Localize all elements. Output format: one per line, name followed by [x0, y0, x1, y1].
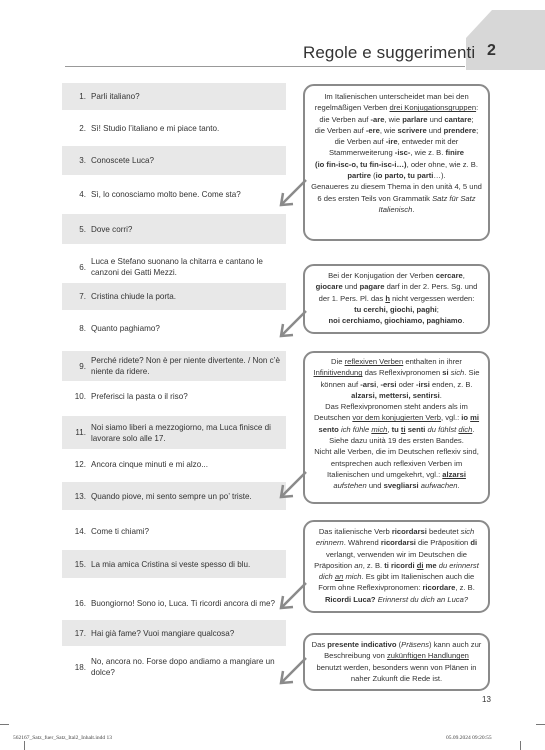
row-text: Buongiorno! Sono io, Luca. Ti ricordi ancora di me? [91, 598, 276, 608]
chapter-tab-corner [466, 10, 492, 38]
note-text: tu [391, 424, 399, 434]
sentence-row [62, 482, 286, 510]
note-text: und [342, 282, 360, 292]
note-text: sich [450, 368, 465, 378]
note-text: …). [433, 171, 446, 181]
note-text: , entweder mit der Stammerweiterung [328, 137, 459, 158]
note-text: Satz für Satz Italienisch [378, 193, 476, 214]
note-text: -ire [385, 137, 398, 147]
note-text: ( [370, 171, 376, 181]
note-text: dich [458, 424, 473, 434]
note-text: io [461, 413, 469, 423]
note-text: me [425, 560, 437, 570]
note-text: an [334, 572, 344, 582]
title-rule [65, 66, 465, 67]
row-text: Preferisci la pasta o il riso? [91, 392, 188, 401]
sentence-row [62, 651, 286, 683]
row-number: 12. [74, 460, 86, 469]
sentence-row [62, 351, 286, 381]
row-text: Conoscete Luca? [91, 156, 154, 165]
note-text: die Verben auf [334, 137, 386, 147]
note-text: giocare [315, 282, 343, 292]
note-text: finire [445, 148, 465, 158]
note-text: Nicht alle Verben, die im Deutschen reflexiv sind, entsprechen auch reflexiven Verben im Italienischen und umgekehrt, vgl.: [314, 447, 479, 479]
note-text: aufstehen [333, 481, 367, 491]
footer-file-name: 562167_Satz_fuer_Satz_Ital2_Inhalt.indd 13 [13, 735, 112, 741]
note-text: mich [371, 424, 388, 434]
row-number: 6. [79, 262, 86, 272]
sentence-row [62, 83, 286, 110]
page-title: Regole e suggerimenti [303, 43, 476, 62]
row-number: 18. [74, 662, 86, 672]
note-text: enden, z. B. [429, 379, 473, 389]
note-text: ti ricordi [384, 560, 415, 570]
note-text: Präsens [401, 640, 429, 649]
sentence-row [62, 214, 286, 244]
row-number: 3. [79, 156, 86, 165]
note-text: bedeutet [426, 527, 461, 536]
note-text: darf in der 2. Pers. Sg. und der 1. Pers. Pl. das [318, 282, 478, 303]
crop-mark [0, 724, 9, 725]
note-text: sich erinnern [315, 527, 475, 548]
note-text: , wie z. B. [410, 148, 446, 158]
note-text: ; [471, 114, 474, 124]
note-text: die Verben auf [319, 114, 371, 124]
note-text: alzarsi, mettersi, sentirsi [351, 390, 440, 400]
note-text: ( [396, 640, 402, 649]
sentence-row [62, 283, 286, 310]
row-text: La mia amica Cristina si veste spesso di blu. [91, 559, 251, 569]
note-text: svegliarsi [383, 481, 419, 491]
note-text: . [457, 481, 460, 491]
row-text: No, ancora no. Forse dopo andiamo a mangiare un dolce? [91, 657, 275, 677]
row-text: Noi siamo liberi a mezzogiorno, ma Luca finisce di lavorare solo alle 17. [91, 422, 271, 443]
row-text: Ancora cinque minuti e mi alzo... [91, 460, 208, 469]
row-text: Dove corri? [91, 224, 133, 234]
row-number: 5. [79, 224, 86, 234]
row-number: 14. [74, 526, 86, 536]
note-text: mich [345, 572, 362, 582]
note-text: vor dem konjugierten Verb [352, 413, 442, 423]
sentence-row [62, 146, 286, 175]
note-text: partire [347, 171, 371, 181]
note-text: und [366, 481, 384, 491]
row-number: 9. [79, 361, 86, 371]
row-number: 16. [74, 598, 86, 608]
note-text: noi cerchiamo, giochiamo, paghiamo [328, 316, 463, 326]
note-box-reflexive-verbs [303, 351, 490, 504]
row-text: Come ti chiami? [91, 526, 150, 536]
note-text: Im Italienischen unterscheidet man bei den regelmäßigen Verben [314, 92, 469, 113]
note-text: enthalten in ihrer [403, 357, 462, 366]
note-text: Bei der Konjugation der Verben [328, 271, 436, 280]
note-text: -arsi [360, 379, 377, 389]
row-text: Quanto paghiamo? [91, 323, 160, 333]
note-text: du erinnerst dich [318, 560, 479, 582]
note-text: ) kann auch zur Beschreibung von [324, 640, 482, 661]
note-text: io parto, tu parti [375, 171, 434, 181]
note-text: reflexiven Verben [344, 357, 404, 366]
row-number: 11. [75, 428, 86, 437]
row-number: 4. [79, 189, 86, 199]
sentence-row [62, 113, 286, 143]
note-text: Siehe dazu unità 19 des ersten Bandes. [329, 436, 464, 446]
note-text: und [427, 114, 445, 124]
note-text: ricordare [422, 583, 456, 593]
row-number: 10. [74, 392, 86, 401]
row-text: Hai già fame? Vuoi mangiare qualcosa? [91, 628, 235, 638]
note-text: die Präposition [415, 538, 471, 548]
note-text: ; [436, 304, 439, 314]
note-text: . [412, 204, 415, 214]
note-text: Infinitivendung [313, 368, 363, 378]
sentence-row [62, 620, 286, 646]
row-text: Quando piove, mi sento sempre un po’ triste. [91, 491, 252, 501]
note-text: (io fin-isc-o, tu fin-isc-i…) [315, 159, 407, 169]
note-text: , vgl.: [441, 413, 462, 423]
note-text: ich fühle [340, 424, 372, 434]
note-text: Das italienische Verb [318, 527, 392, 536]
note-text: . Sie können auf [320, 368, 480, 389]
note-text: prendere [443, 125, 477, 135]
sentence-row [62, 179, 286, 209]
note-text: ricordarsi [380, 538, 416, 548]
sentence-row [62, 451, 286, 478]
note-box-cercare-pagare [303, 264, 490, 334]
note-text: oder [396, 379, 416, 389]
note-text: Erinnerst du dich an Luca? [377, 594, 469, 604]
sentence-row [62, 383, 286, 410]
row-text: Parli italiano? [91, 92, 140, 101]
row-number: 13. [74, 491, 86, 501]
crop-mark [536, 724, 545, 725]
note-text: di [470, 538, 478, 548]
row-number: 15. [74, 559, 86, 569]
note-text: aufwachen [420, 481, 458, 491]
note-text: drei Konjugationsgruppen [389, 103, 477, 113]
sentence-row [62, 550, 286, 578]
note-text: das Reflexivpronomen [362, 368, 443, 378]
note-text: scrivere [397, 125, 427, 135]
note-text: -ere [365, 125, 380, 135]
note-text: Ricordi Luca? [324, 594, 376, 604]
note-text: zukünftigen Handlungen [386, 651, 469, 661]
note-text: . [472, 424, 475, 434]
row-number: 2. [79, 123, 86, 133]
row-number: 8. [79, 323, 86, 333]
note-text: mi [470, 413, 480, 423]
note-text: . Während [343, 538, 381, 548]
sentence-row [62, 416, 286, 449]
note-text: . Es gibt im Italienischen auch die Form ohne Reflexivpronomen: [318, 572, 475, 593]
note-text: -isc- [394, 148, 411, 158]
note-text: ricordarsi [391, 527, 427, 536]
row-number: 17. [74, 628, 86, 638]
note-text: tu cerchi, giochi, paghi [354, 304, 437, 314]
note-text: pagare [359, 282, 385, 292]
sentence-row [62, 253, 286, 281]
row-text: Cristina chiude la porta. [91, 292, 177, 301]
note-text: , z. B. [455, 583, 475, 593]
footer-timestamp: 05.09.2024 09:20:55 [446, 735, 492, 741]
note-text: senti [407, 424, 426, 434]
note-text: du fühlst [427, 424, 459, 434]
page-number: 13 [482, 695, 491, 704]
note-text: cercare [435, 271, 463, 280]
crop-mark [520, 741, 521, 750]
row-number: 7. [79, 292, 86, 301]
note-text: -irsi [415, 379, 430, 389]
note-text: und [426, 125, 444, 135]
note-text: cantare [444, 114, 472, 124]
note-box-presente [303, 633, 490, 691]
note-text: die Verben auf [314, 125, 366, 135]
note-box-ricordarsi [303, 520, 490, 613]
crop-mark [24, 741, 25, 750]
note-text: ; [476, 125, 479, 135]
note-text: , wie [379, 125, 398, 135]
note-text: , oder ohne, wie z. B. [406, 159, 478, 169]
note-text: alzarsi [442, 469, 466, 479]
row-text: Sì! Studio l’italiano e mi piace tanto. [91, 123, 220, 133]
note-text: , [376, 379, 381, 389]
note-text: di [416, 560, 424, 570]
note-text: ti [400, 424, 406, 434]
sentence-row [62, 314, 286, 342]
chapter-number: 2 [487, 42, 496, 59]
note-box-conjugation-groups [303, 84, 490, 241]
note-text: -are [370, 114, 385, 124]
note-text: : [476, 103, 479, 113]
row-text: Luca e Stefano suonano la chitarra e cantano le canzoni dei Gatti Mezzi. [91, 257, 263, 277]
note-text: benutzt werden, besonders wenn von Plänen in naher Zukunft die Rede ist. [316, 662, 477, 683]
row-number: 1. [79, 92, 86, 101]
note-text: presente indicativo [327, 640, 397, 649]
note-text: , [387, 424, 392, 434]
note-text: -ersi [380, 379, 397, 389]
row-text: Sì, lo conosciamo molto bene. Come sta? [91, 189, 241, 199]
row-text: Perché ridete? Non è per niente divertente. / Non c’è niente da ridere. [91, 356, 280, 376]
note-text: si [442, 368, 449, 378]
note-text: , z. B. [362, 560, 385, 570]
note-text: . [439, 390, 442, 400]
note-text: Das Reflexivpronomen steht anders als im Deutschen [313, 402, 468, 423]
note-text: . [462, 316, 465, 326]
sentence-row [62, 518, 286, 544]
note-text: nicht vergessen werden: [389, 293, 475, 303]
note-text: verlangt, verwenden wir im Deutschen die Präposition [314, 549, 467, 570]
note-text: , wie [384, 114, 403, 124]
sentence-row [62, 587, 286, 619]
note-text: an [354, 560, 363, 570]
note-text: Die [331, 357, 345, 366]
note-text: h [385, 293, 390, 303]
note-text: Genaueres zu diesem Thema in den unità 4, 5 und 6 des ersten Teils von Grammatik [311, 182, 482, 203]
note-text: Das [311, 640, 328, 649]
note-text: , [462, 271, 465, 280]
note-text: parlare [402, 114, 428, 124]
note-text: sento [318, 424, 339, 434]
